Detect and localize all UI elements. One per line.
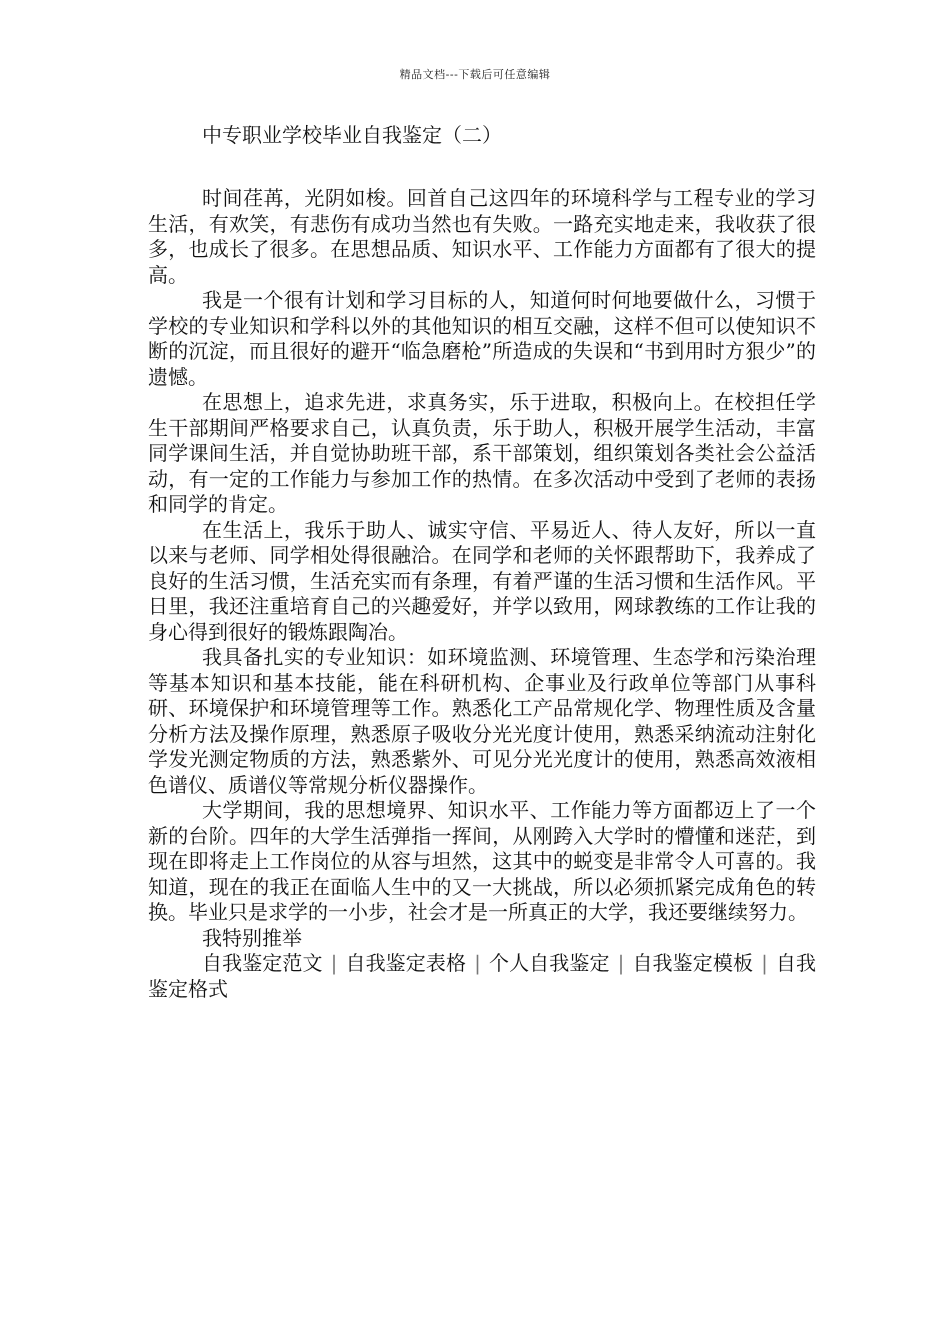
link-self-assessment-formats[interactable]: 自我鉴定格式 xyxy=(148,951,817,1001)
page-header-note: 精品文档---下载后可任意编辑 xyxy=(399,68,551,81)
link-separator: | xyxy=(617,951,625,975)
link-personal-self-assessment[interactable]: 个人自我鉴定 xyxy=(488,951,610,975)
paragraph-ideology: 在思想上，追求先进，求真务实，乐于进取，积极向上。在校担任学生干部期间严格要求自己，认真负责，乐于助人，积极开展学生活动，丰富同学课间生活，并自觉协助班干部，系干部策划，组织策划各类社会公益活动，有一定的工作能力与参加工作的热情。在多次活动中受到了老师的表扬和同学的肯定。 xyxy=(148,390,816,516)
document-body xyxy=(148,122,816,1002)
link-self-assessment-forms[interactable]: 自我鉴定表格 xyxy=(345,951,467,975)
related-links xyxy=(148,951,816,1002)
link-separator: | xyxy=(761,951,768,975)
link-separator: | xyxy=(330,951,338,975)
document-title: 中专职业学校毕业自我鉴定（二） xyxy=(202,123,502,147)
link-self-assessment-templates[interactable]: 自我鉴定模板 xyxy=(632,951,754,975)
link-self-assessment-samples[interactable]: 自我鉴定范文 xyxy=(202,951,323,975)
paragraph-intro: 时间荏苒，光阴如梭。回首自己这四年的环境科学与工程专业的学习生活，有欢笑，有悲伤有成功当然也有失败。一路充实地走来，我收获了很多，也成长了很多。在思想品质、知识水平、工作能力方面都有了很大的提高。 xyxy=(148,186,816,287)
paragraph-professional-knowledge: 我具备扎实的专业知识：如环境监测、环境管理、生态学和污染治理等基本知识和基本技能，能在科研机构、企事业及行政单位等部门从事科研、环境保护和环境管理等工作。熟悉化工产品常规化学、物理性质及含量分析方法及操作原理，熟悉原子吸收分光光度计使用，熟悉采纳流动注射化学发光测定物质的方法，熟悉紫外、可见分光光度计的使用，熟悉高效液相色谱仪、质谱仪等常规分析仪器操作。 xyxy=(148,645,816,797)
paragraph-life: 在生活上，我乐于助人、诚实守信、平易近人、待人友好，所以一直以来与老师、同学相处得很融洽。在同学和老师的关怀跟帮助下，我养成了良好的生活习惯，生活充实而有条理，有着严谨的生活习惯和生活作风。平日里，我还注重培育自己的兴趣爱好，并学以致用，网球教练的工作让我的身心得到很好的锻炼跟陶冶。 xyxy=(148,517,816,644)
paragraph-conclusion: 大学期间，我的思想境界、知识水平、工作能力等方面都迈上了一个新的台阶。四年的大学生活弹指一挥间，从刚跨入大学时的懵懂和迷茫，到现在即将走上工作岗位的从容与坦然，这其中的蜕变是非常令人可喜的。我知道，现在的我正在面临人生中的又一大挑战，所以必须抓紧完成角色的转换。毕业只是求学的一小步，社会才是一所真正的大学，我还要继续努力。 xyxy=(148,798,816,924)
paragraph-study-plan: 我是一个很有计划和学习目标的人，知道何时何地要做什么，习惯于学校的专业知识和学科以外的其他知识的相互交融，这样不但可以使知识不断的沉淀，而且很好的避开“临急磨枪”所造成的失误和“书到用时方狠少”的遗憾。 xyxy=(148,288,816,389)
recommend-label: 我特别推举 xyxy=(202,925,302,950)
link-separator: | xyxy=(474,951,481,975)
